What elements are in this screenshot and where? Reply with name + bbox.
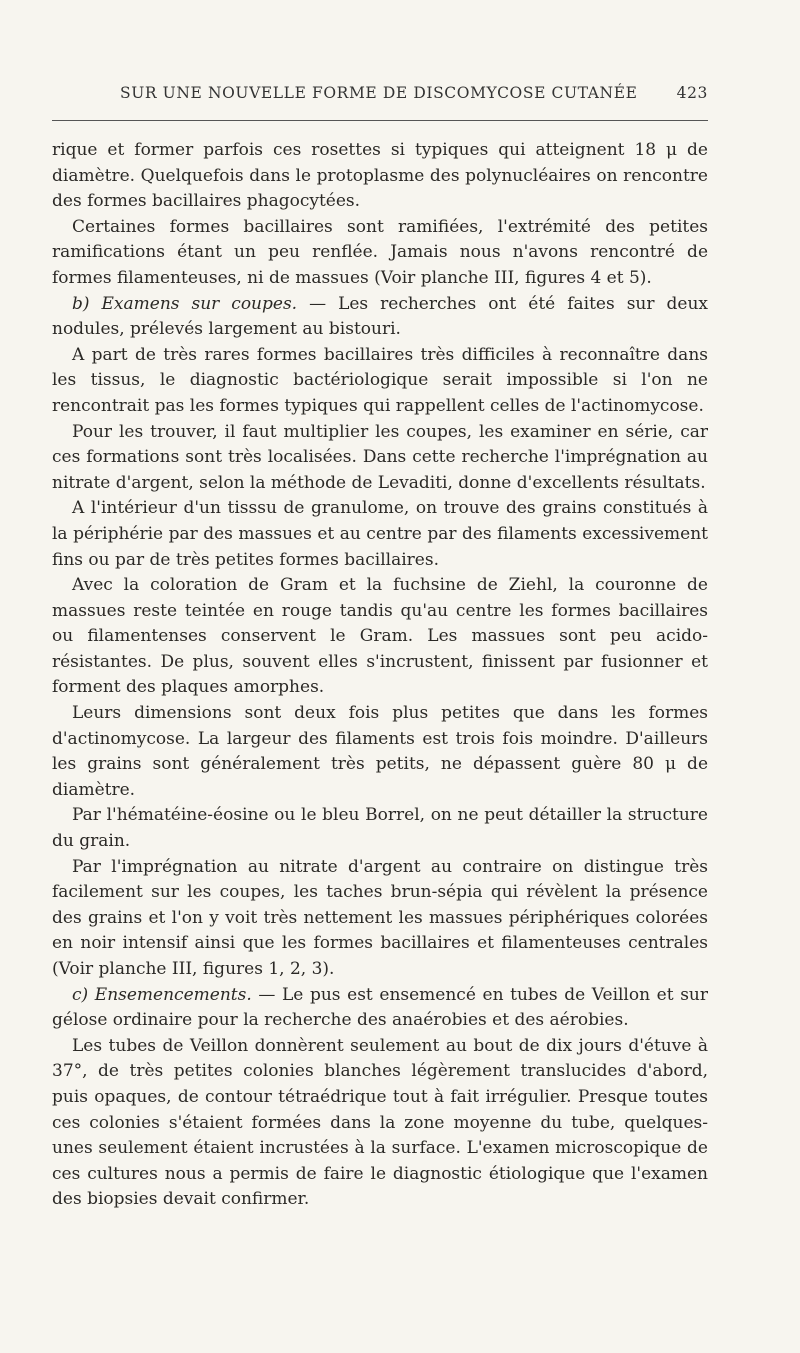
paragraph: Avec la coloration de Gram et la fuchsine de Ziehl, la couronne de massues reste teintée en rouge tandis qu'au centre les formes bacillaires ou filamentenses conservent le Gram. Les massues sont peu acido-résistantes. De plus, souvent elles s'incrustent, finissent par fusionner et forment des plaques amorphes. — [52, 575, 708, 698]
paragraph: b) Examens sur coupes. — Les recherches ont été faites sur deux nodules, prélevés largement au bistouri. — [52, 293, 708, 340]
body-text — [52, 138, 708, 1213]
paragraph: Pour les trouver, il faut multiplier les coupes, les examiner en série, car ces formations sont très localisées. Dans cette recherche l'imprégnation au nitrate d'argent, selon la méthode de Levaditi, donne d'excellents résultats. — [52, 421, 708, 493]
running-title: SUR UNE NOUVELLE FORME DE DISCOMYCOSE CUTANÉE — [120, 84, 638, 102]
paragraph: Par l'imprégnation au nitrate d'argent au contraire on distingue très facilement sur les coupes, les taches brun-sépia qui révèlent la présence des grains et l'on y voit très nettement les massues périphériques colorées en noir intensif ainsi que les formes bacillaires et filamenteuses centrales (Voir planche III, figures 1, 2, 3). — [52, 856, 708, 979]
paragraph: Les tubes de Veillon donnèrent seulement au bout de dix jours d'étuve à 37°, de très petites colonies blanches légèrement translucides d'abord, puis opaques, de contour tétraédrique tout à fait irrégulier. Presque toutes ces colonies s'étaient formées dans la zone moyenne du tube, quelques-unes seulement étaient incrustées à la surface. L'examen microscopique de ces cultures nous a permis de faire le diagnostic étiologique que l'examen des biopsies devait confirmer. — [52, 1035, 708, 1210]
paragraph: Certaines formes bacillaires sont ramifiées, l'extrémité des petites ramifications étant un peu renflée. Jamais nous n'avons rencontré de formes filamenteuses, ni de massues (Voir planche III, figures 4 et 5). — [52, 216, 708, 288]
paragraph: A part de très rares formes bacillaires très difficiles à reconnaître dans les tissus, le diagnostic bactériologique serait impossible si l'on ne rencontrait pas les formes typiques qui rappellent celles de l'actinomycose. — [52, 344, 708, 416]
header-rule — [52, 120, 708, 121]
paragraph: A l'intérieur d'un tisssu de granulome, on trouve des grains constitués à la périphérie par des massues et au centre par des filaments excessivement fins ou par de très petites formes bacillaires. — [52, 498, 708, 570]
section-subhead: c) Ensemencements. — [72, 984, 252, 1005]
paragraph: Leurs dimensions sont deux fois plus petites que dans les formes d'actinomycose. La largeur des filaments est trois fois moindre. D'ailleurs les grains sont généralement très petits, ne dépassent guère 80 μ de diamètre. — [52, 703, 708, 800]
paragraph: rique et former parfois ces rosettes si typiques qui atteignent 18 μ de diamètre. Quelquefois dans le protoplasme des polynucléaires on rencontre des formes bacillaires phagocytées. — [52, 140, 708, 212]
section-subhead: b) Examens sur coupes. — [72, 293, 298, 314]
paragraph: Par l'hématéine-éosine ou le bleu Borrel, on ne peut détailler la structure du grain. — [52, 805, 708, 852]
page-number: 423 — [676, 84, 708, 102]
paragraph: c) Ensemencements. — Le pus est ensemencé en tubes de Veillon et sur gélose ordinaire pour la recherche des anaérobies et des aérobies. — [52, 984, 708, 1031]
running-header — [52, 84, 708, 102]
